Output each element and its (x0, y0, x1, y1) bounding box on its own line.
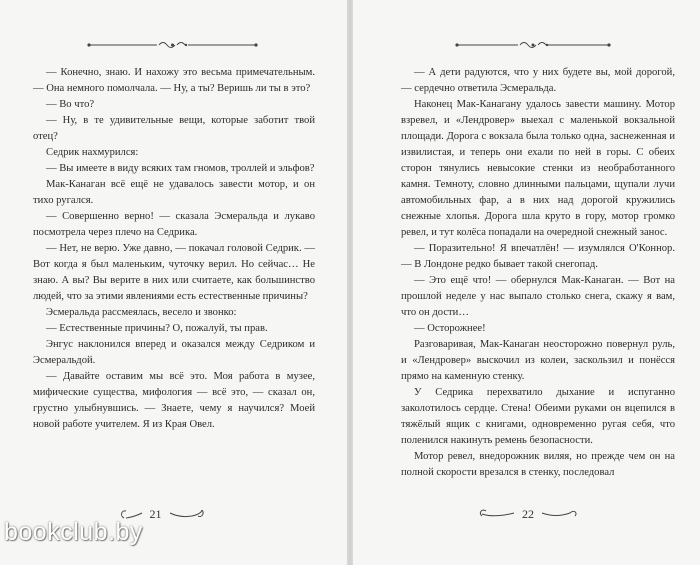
folio-flourish-right-icon (540, 506, 580, 522)
left-page-text (33, 65, 315, 433)
left-page (0, 0, 347, 565)
paragraph: — Поразительно! Я впечатлён! — изумлялся О'Коннор. — В Лондоне редко бывает такой снегопад. (401, 243, 675, 270)
paragraph: — Ну, в те удивительные вещи, которые заботит твой отец? (33, 115, 315, 142)
folio-flourish-right-icon (168, 506, 208, 522)
header-ornament-icon (85, 38, 260, 52)
paragraph: — Нет, не верю. Уже давно, — покачал головой Седрик. — Вот когда я был маленьким, чуточку верил. Но сейчас… Не знаю. А вы? Вы верите в них или считаете, как большинство людей, что за этими явлениями есть естественные причины? (33, 243, 315, 302)
paragraph: Седрик нахмурился: (46, 147, 139, 158)
paragraph: — Осторожнее! (414, 323, 486, 334)
paragraph: — Конечно, знаю. И нахожу это весьма примечательным. — Она немного помолчала. — Ну, а ты? Веришь ли ты в это? (33, 67, 315, 94)
paragraph: Мак-Канаган всё ещё не удавалось завести мотор, и он тихо ругался. (33, 179, 315, 206)
right-page-text (401, 65, 675, 481)
right-page (353, 0, 700, 565)
paragraph: — Во что? (46, 99, 95, 110)
paragraph: Разговаривая, Мак-Канаган неосторожно повернул руль, и «Лендровер» выскочил из колеи, заскользил и понёсся прямо на каменную стенку. (401, 339, 675, 382)
paragraph: — Естественные причины? О, пожалуй, ты прав. (46, 323, 268, 334)
paragraph: У Седрика перехватило дыхание и испуганно заколотилось сердце. Стена! Обеими руками он вцепился в тяжёлый ящик с книгами, одновременно ругая себя, что поленился накинуть ремень безопасности. (401, 387, 675, 446)
paragraph: Энгус наклонился вперед и оказался между Седриком и Эсмеральдой. (33, 339, 315, 366)
page-number: 22 (522, 506, 534, 521)
right-page-folio (463, 505, 593, 523)
paragraph: — А дети радуются, что у них будете вы, мой дорогой, — сердечно ответила Эсмеральда. (401, 67, 675, 94)
folio-flourish-left-icon (476, 506, 516, 522)
paragraph: — Давайте оставим мы всё это. Моя работа в музее, мифические существа, мифология — всё это, — сказал он, грустно улыбнувшись. — Знаете, чему я научился? Моей новой работе учителем. Я из Края Овел. (33, 371, 315, 430)
paragraph: Наконец Мак-Канагану удалось завести машину. Мотор взревел, и «Лендровер» выехал с маленькой вокзальной площади. Дорога с вокзала была только одна, заснеженная и извилистая, и теперь они ехали по ней в горы. С обеих сторон тянулись невысокие стенки из необработанного камня. Темноту, словно длинными пальцами, щупали лучи автомобильных фар, а в них над дорогой кружились снежные хлопья. Дорога шла круто в гору, мотор громко ревел, и тут колёса попадали на очередной снежный занос. (401, 99, 675, 238)
header-ornament-icon (453, 38, 613, 52)
paragraph: Мотор ревел, внедорожник виляя, но прежде чем он на полной скорости врезался в стенку, последовал (401, 451, 675, 478)
watermark: bookclub.by (4, 518, 143, 546)
paragraph: Эсмеральда рассмеялась, весело и звонко: (46, 307, 237, 318)
paragraph: — Это ещё что! — обернулся Мак-Канаган. — Вот на прошлой неделе у нас выпало столько снега, скажу я вам, что он дости… (401, 275, 675, 318)
paragraph: — Вы имеете в виду всяких там гномов, троллей и эльфов? (46, 163, 315, 174)
page-number: 21 (149, 506, 162, 521)
paragraph: — Совершенно верно! — сказала Эсмеральда и лукаво посмотрела через плечо на Седрика. (33, 211, 315, 238)
